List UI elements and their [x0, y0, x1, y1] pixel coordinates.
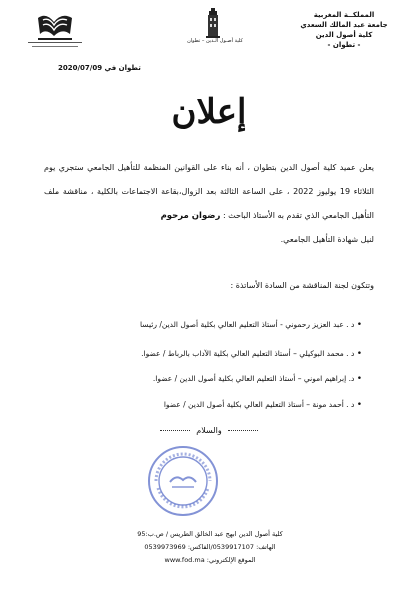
- committee-member: [140, 320, 362, 330]
- member-bullet-icon: •: [356, 400, 362, 410]
- closing-salutation: [0, 426, 418, 435]
- member-name: د . عبد العزيز رحموني - أستاذ التعليم العالي بكلية أصول الدين/: [159, 320, 355, 329]
- faculty-line: كلية أصول الدين: [315, 31, 373, 39]
- member-bullet-icon: •: [356, 349, 362, 359]
- member-role: عضوا.: [141, 349, 161, 358]
- document-date: تطوان في 2020/07/09: [58, 64, 141, 72]
- member-bullet-icon: •: [356, 320, 362, 330]
- university-logo: [34, 8, 76, 46]
- committee-member: [153, 374, 362, 384]
- official-seal: [146, 444, 220, 518]
- city-line: - تطوان -: [327, 41, 361, 49]
- university-logo-caption: [20, 42, 90, 49]
- member-name: د. إبراهيم اموني – أستاذ التعليم العالي بكلية أصول الدين /: [174, 374, 355, 383]
- member-name: د . محمد البوكيلي – أستاذ التعليم العالي بكلية الآداب بالرباط /: [162, 349, 355, 358]
- kingdom-line: المملكــة المغربية: [313, 11, 375, 19]
- closing-dotted-line: [228, 430, 258, 431]
- committee-member: [141, 349, 362, 359]
- announcement-paragraph: [44, 156, 374, 252]
- footer-address: كلية أصول الدين ابهج عبد الخالق الطريس / ص.ب:95: [137, 530, 283, 538]
- candidate-name: رضوان مرحوم: [160, 211, 221, 221]
- committee-heading: وتتكون لجنة المناقشة من السادة الأساتذة :: [230, 281, 374, 290]
- announcement-title: إعلان: [171, 92, 247, 132]
- member-bullet-icon: •: [356, 374, 362, 384]
- member-role: عضوا: [163, 400, 181, 409]
- closing-text: والسلام: [196, 426, 222, 435]
- footer-website[interactable]: الموقع الإلكتروني: www.fod.ma: [164, 556, 256, 564]
- member-role: رئيسا: [140, 320, 157, 329]
- member-name: د . أحمد مونة – أستاذ التعليم العالي بكلية أصول الدين /: [183, 400, 355, 409]
- paragraph-text: يعلن عميد كلية أصول الدين بتطوان ، أنه بناء على القوانين المنظمة للتأهيل الجامعي ستجري يوم الثلاثاء 19 يوليوز 2022 ، على الساعة الثالثة بعد الزوال،بقاعة الاجتماعات بالكلية ، مناقشة ملف التأهيل الجامعي الذي تقدم به الأستاذ الباحث :: [44, 163, 374, 220]
- committee-member: [164, 400, 362, 410]
- footer-phones: الهاتف: 0539917107/الفاكس: 0539973969: [144, 543, 276, 551]
- member-role: عضوا.: [152, 374, 173, 383]
- faculty-caption: كلية أصـول الـدين – تطوان: [187, 38, 243, 44]
- letterhead-institution: [284, 10, 404, 50]
- minaret-icon: [206, 8, 220, 38]
- paragraph-closing: لنيل شهادة التأهيل الجامعي.: [280, 235, 374, 244]
- letterhead-footer: [60, 528, 360, 567]
- closing-dotted-line: [160, 430, 190, 431]
- university-line: جامعة عبد المالك السعدي: [300, 21, 388, 29]
